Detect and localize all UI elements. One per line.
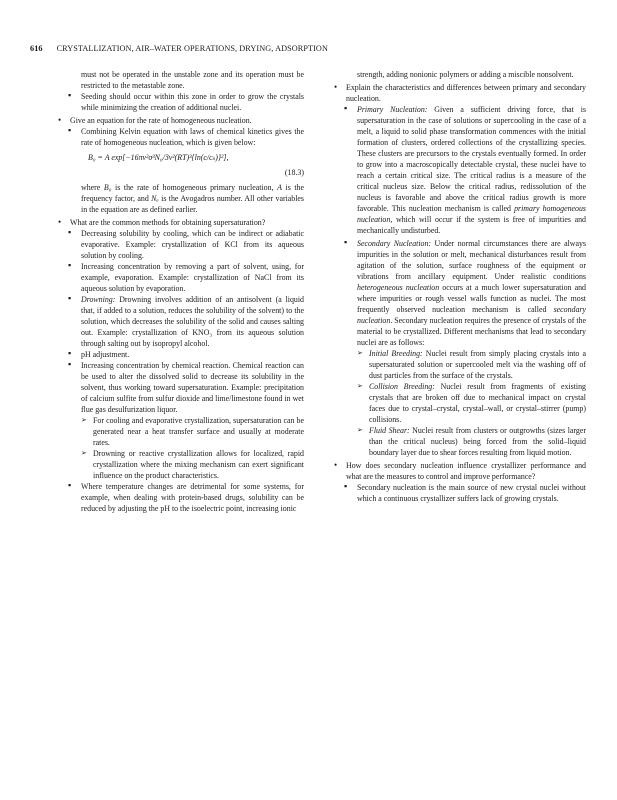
shear-title: Fluid Shear: bbox=[369, 426, 410, 435]
secondary-body-3: . Secondary nucleation requires the presence of crystals of the material to be crystallized. Different mechanisms that lead to secondary nuclei are as follows: bbox=[357, 316, 586, 347]
question-homogeneous-nucleation: • Give an equation for the rate of homogeneous nucleation. bbox=[58, 115, 304, 126]
list-item-drowning bbox=[58, 294, 304, 349]
primary-body-2: , which will occur if the system is free of impurities and mechanically undisturbed. bbox=[357, 215, 586, 235]
secondary-title: Secondary Nucleation: bbox=[357, 239, 432, 248]
page-number: 616 bbox=[30, 44, 43, 53]
secondary-body-2: occurs at a much lower supersaturation and where impurities or rough vessel walls function as nuclei. The most frequently observed nucleation mechanism is called bbox=[357, 283, 586, 314]
drowning-title: Drowning: bbox=[81, 295, 116, 304]
primary-term: primary homogeneous nucleation bbox=[357, 204, 586, 224]
shear-body: Nuclei result from clusters or outgrowths (sizes larger than the critical nucleus) being forced from the solid–liquid boundary layer due to shear forces resulting from liquid motion. bbox=[369, 426, 586, 457]
sub-item-fluid-shear bbox=[334, 425, 586, 458]
list-item-secondary-nucleation bbox=[334, 238, 586, 348]
where-mid-2: is the frequency factor, and bbox=[81, 183, 304, 203]
secondary-body-1: Under normal circumstances there are always impurities in the solution or melt, mechanical disturbances result from agitation of the solution, surface roughness of the equipment or vibrations from ancillary equipment. Under realistic conditions bbox=[357, 239, 586, 281]
list-item-ph: ▪ pH adjustment. bbox=[58, 349, 304, 360]
right-column bbox=[334, 69, 586, 504]
where-prefix: where bbox=[81, 183, 104, 192]
question-secondary-influence: • How does secondary nucleation influence crystallizer performance and what are the measures to control and improve performance? bbox=[334, 460, 586, 482]
drowning-body: Drowning involves addition of an antisolvent (a liquid that, if added to a solution, reduces the solubility of the solvent) to the solution, which decreases the solubility of the solid and causes salting out. Example: crystallization of KNO₃ from its aqueous solution through salting out by isopropyl alcohol. bbox=[81, 295, 304, 348]
equation: B₀ = A exp[−16πv²σ³N₀/3v²(RT)³{ln(c/cₛ)}²], bbox=[88, 153, 229, 162]
symbol-a: A bbox=[277, 183, 282, 192]
paragraph-continued: must not be operated in the unstable zone and its operation must be restricted to the metastable zone. bbox=[81, 70, 304, 90]
list-item-seeding: ▪ Seeding should occur within this zone in order to grow the crystals while minimizing the creation of additional nuclei. bbox=[58, 91, 304, 113]
list-item-cooling: ▪ Decreasing solubility by cooling, which can be indirect or adiabatic evaporative. Example: crystallization of KCl from its aqueous solution by cooling. bbox=[58, 228, 304, 261]
symbol-na: Nₐ bbox=[151, 194, 159, 203]
primary-title: Primary Nucleation: bbox=[357, 105, 428, 114]
paragraph-continued: strength, adding nonionic polymers or adding a miscible nonsolvent. bbox=[357, 70, 574, 79]
list-item-chemical-reaction: ▪ Increasing concentration by chemical reaction. Chemical reaction can be used to alter the dissolved solid to decrease its solubility in the solvent, thus working toward supersaturation. Example: precipitation of calcium sulfite from sulfur dioxide and lime/limestone found in wet flue gas desulfurization liquor. bbox=[58, 360, 304, 415]
initial-body: Nuclei result from simply placing crystals into a supersaturated solution or supercooled melt via the washing off of dust particles from the surface of the crystals. bbox=[369, 349, 586, 380]
page-header bbox=[30, 44, 590, 53]
equation-block bbox=[58, 150, 304, 180]
equation-number: (18.3) bbox=[284, 168, 304, 177]
initial-title: Initial Breeding: bbox=[369, 349, 423, 358]
question-supersaturation-methods: • What are the common methods for obtaining supersaturation? bbox=[58, 217, 304, 228]
sub-item-collision-breeding bbox=[334, 381, 586, 425]
list-item-temperature: ▪ Where temperature changes are detrimental for some systems, for example, when dealing with protein-based drugs, solubility can be reduced by adjusting the pH to the isoelectric point, increasing ionic bbox=[58, 481, 304, 514]
symbol-b0: B₀ bbox=[103, 183, 112, 192]
list-item-primary-nucleation bbox=[334, 104, 586, 236]
list-item-evaporation: ▪ Increasing concentration by removing a part of solvent, using, for example, evaporation. Example: crystallization of NaCl from its aqueous solution by evaporation. bbox=[58, 261, 304, 294]
list-item-secondary-source: ▪ Secondary nucleation is the main source of new crystal nuclei without which a continuous crystallizer suffers lack of growing crystals. bbox=[334, 482, 586, 504]
where-mid-1: is the rate of homogeneous primary nucleation, bbox=[111, 183, 278, 192]
primary-body-1: Given a sufficient driving force, that is supersaturation in the case of solutions or supercooling in the case of a melt, a liquid to solid phase transformation commences with the initial formation of clusters, ordered collections of the crystallizing species. These clusters are precursors to the crystals eventually formed. In order to grow into a macroscopically detectable crystal, these nuclei have to reach a certain critical size. The critical radius is a measure of the critical nucleus size. Below the critical radius, redissolution of the nucleus is favorable and above the critical radius growth is more favorable. This nucleation mechanism is called bbox=[357, 105, 586, 213]
running-title: CRYSTALLIZATION, AIR–WATER OPERATIONS, DRYING, ADSORPTION bbox=[56, 44, 328, 53]
sub-item-initial-breeding bbox=[334, 348, 586, 381]
sub-item-drowning: ➢ Drowning or reactive crystallization allows for localized, rapid crystallization where the mixing mechanism can exert significant influence on the product characteristics. bbox=[58, 448, 304, 481]
secondary-term-1: heterogeneous nucleation bbox=[357, 283, 440, 292]
list-item-kelvin: ▪ Combining Kelvin equation with laws of chemical kinetics gives the rate of homogeneous nucleation, which is given below: bbox=[58, 126, 304, 148]
secondary-term-2: secondary nucleation bbox=[357, 305, 586, 325]
left-column bbox=[58, 69, 304, 514]
collision-body: Nuclei result from fragments of existing crystals that are broken off due to mechanical impact on crystal faces due to crystal–crystal, crystal–wall, or crystal–stirrer (pump) collisions. bbox=[369, 382, 586, 424]
collision-title: Collision Breeding: bbox=[369, 382, 435, 391]
sub-item-cooling: ➢ For cooling and evaporative crystallization, supersaturation can be generated near a heat transfer surface and usually at moderate rates. bbox=[58, 415, 304, 448]
equation-definition bbox=[58, 182, 304, 215]
where-tail: is the Avogadros number. All other variables in the equation are as defined earlier. bbox=[81, 194, 304, 214]
question-primary-secondary: • Explain the characteristics and differences between primary and secondary nucleation. bbox=[334, 82, 586, 104]
